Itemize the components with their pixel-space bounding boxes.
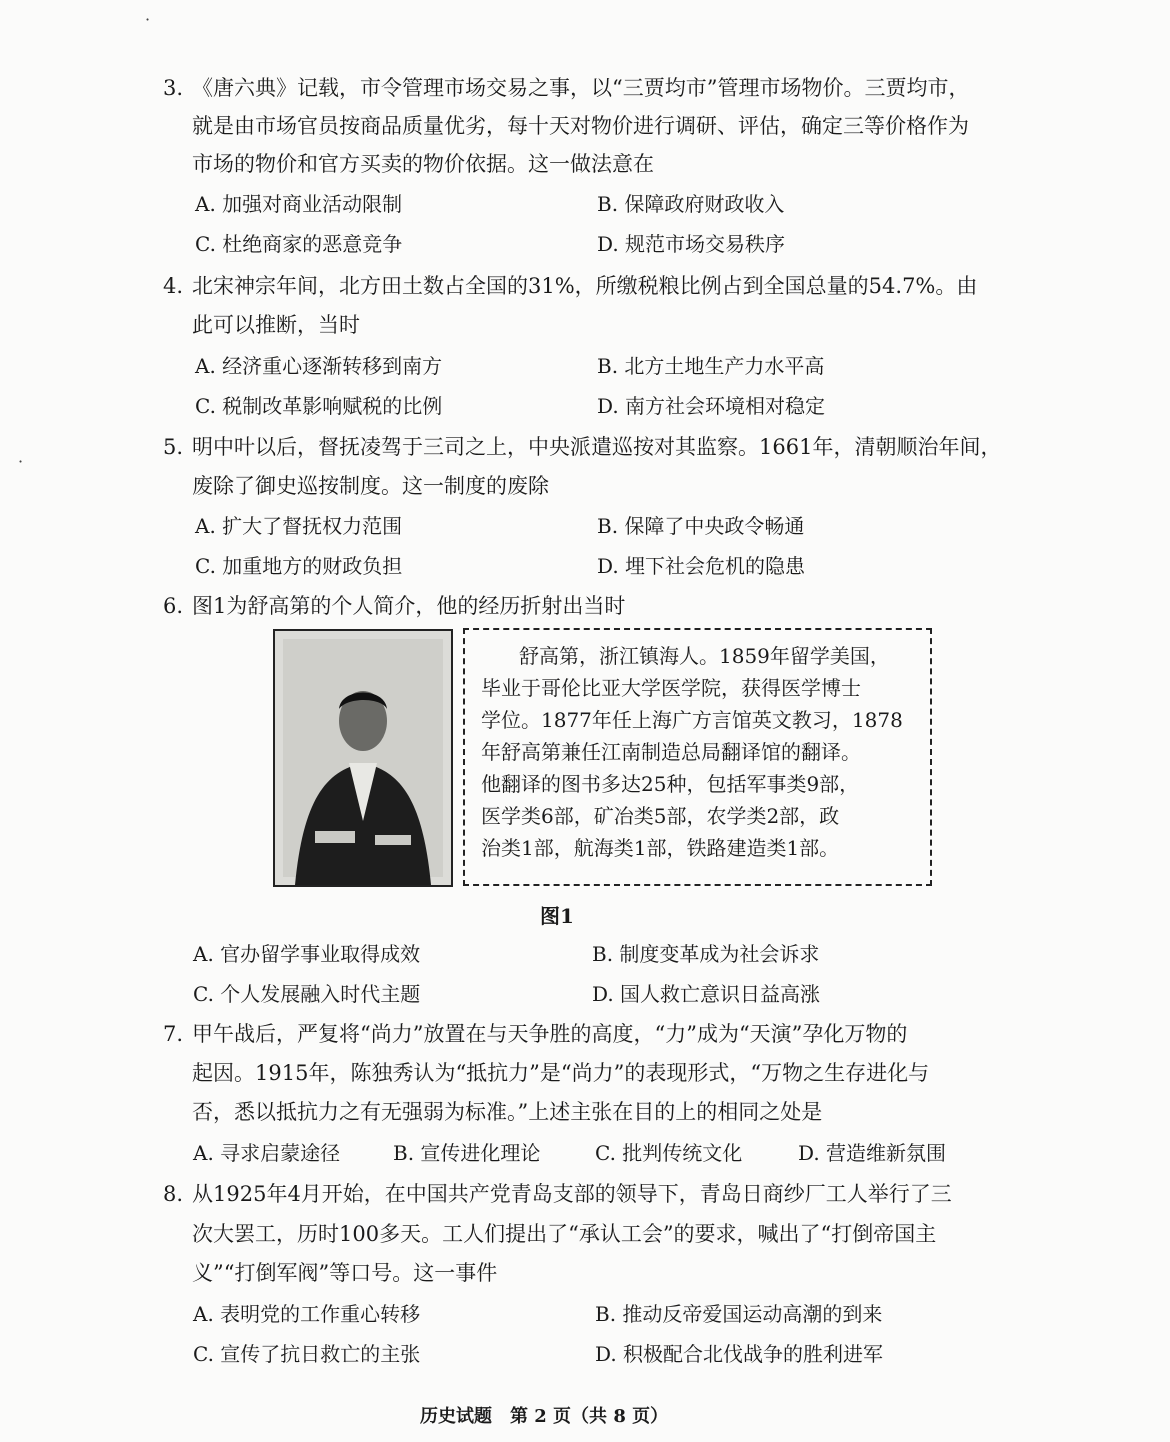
question-6-option-b[interactable]: B. 制度变革成为社会诉求: [592, 942, 820, 966]
question-5-option-d[interactable]: D. 埋下社会危机的隐患: [597, 554, 806, 578]
question-8-option-d[interactable]: D. 积极配合北伐战争的胜利进军: [595, 1342, 884, 1366]
biography-line-1: 舒高第，浙江镇海人。1859年留学美国，: [519, 644, 890, 668]
figure-caption: 图1: [540, 904, 574, 928]
question-8-option-a[interactable]: A. 表明党的工作重心转移: [193, 1302, 421, 1326]
question-4-option-c[interactable]: C. 税制改革影响赋税的比例: [195, 394, 443, 418]
question-3-option-a[interactable]: A. 加强对商业活动限制: [195, 192, 403, 216]
question-3-stem-line-3: 市场的物价和官方买卖的物价依据。这一做法意在: [192, 152, 654, 176]
biography-box: [463, 628, 932, 886]
biography-line-2: 毕业于哥伦比亚大学医学院，获得医学博士: [481, 676, 861, 700]
biography-line-3: 学位。1877年任上海广方言馆英文教习，1878: [481, 708, 903, 732]
question-4-number: 4.: [163, 274, 184, 298]
question-7-stem-line-1: 甲午战后，严复将“尚力”放置在与天争胜的高度，“力”成为“天演”孕化万物的: [192, 1022, 908, 1046]
biography-line-5: 他翻译的图书多达25种，包括军事类9部，: [481, 772, 860, 796]
question-5-stem-line-1: 明中叶以后，督抚凌驾于三司之上，中央派遣巡按对其监察。1661年，清朝顺治年间，: [192, 435, 1002, 459]
question-6-option-a[interactable]: A. 官办留学事业取得成效: [193, 942, 421, 966]
question-3-option-d[interactable]: D. 规范市场交易秩序: [597, 232, 786, 256]
biography-line-6: 医学类6部，矿冶类5部，农学类2部，政: [481, 804, 840, 828]
portrait-illustration: [275, 631, 451, 885]
question-7-option-d[interactable]: D. 营造维新氛围: [798, 1141, 947, 1165]
question-6-option-d[interactable]: D. 国人救亡意识日益高涨: [592, 982, 821, 1006]
question-7-option-c[interactable]: C. 批判传统文化: [595, 1141, 743, 1165]
question-4-option-b[interactable]: B. 北方土地生产力水平高: [597, 354, 825, 378]
biography-line-7: 治类1部，航海类1部，铁路建造类1部。: [481, 836, 840, 860]
question-8-option-c[interactable]: C. 宣传了抗日救亡的主张: [193, 1342, 421, 1366]
question-3-stem-line-2: 就是由市场官员按商品质量优劣，每十天对物价进行调研、评估，确定三等价格作为: [192, 114, 969, 138]
question-3-option-b[interactable]: B. 保障政府财政收入: [597, 192, 785, 216]
question-8-stem-line-2: 次大罢工，历时100多天。工人们提出了“承认工会”的要求，喊出了“打倒帝国主: [192, 1222, 937, 1246]
scan-speck: ·: [18, 452, 24, 471]
question-7-stem-line-3: 否，悉以抵抗力之有无强弱为标准。”上述主张在目的上的相同之处是: [192, 1100, 823, 1124]
biography-line-4: 年舒高第兼任江南制造总局翻译馆的翻译。: [481, 740, 861, 764]
question-3-number: 3.: [163, 76, 184, 100]
page-footer: 历史试题 第 2 页（共 8 页）: [420, 1406, 669, 1427]
question-8-stem-line-1: 从1925年4月开始，在中国共产党青岛支部的领导下，青岛日商纱厂工人举行了三: [192, 1182, 952, 1206]
question-5-option-c[interactable]: C. 加重地方的财政负担: [195, 554, 403, 578]
question-5-number: 5.: [163, 435, 184, 459]
question-8-option-b[interactable]: B. 推动反帝爱国运动高潮的到来: [595, 1302, 883, 1326]
question-7-stem-line-2: 起因。1915年，陈独秀认为“抵抗力”是“尚力”的表现形式，“万物之生存进化与: [192, 1061, 930, 1085]
question-5-stem-line-2: 废除了御史巡按制度。这一制度的废除: [192, 474, 549, 498]
question-8-number: 8.: [163, 1182, 184, 1206]
question-5-option-b[interactable]: B. 保障了中央政令畅通: [597, 514, 805, 538]
question-4-stem-line-1: 北宋神宗年间，北方田土数占全国的31%，所缴税粮比例占到全国总量的54.7%。由: [192, 274, 978, 298]
question-7-number: 7.: [163, 1022, 184, 1046]
question-7-option-b[interactable]: B. 宣传进化理论: [393, 1141, 541, 1165]
scan-speck: ·: [145, 10, 151, 29]
question-7-option-a[interactable]: A. 寻求启蒙途径: [193, 1141, 341, 1165]
question-8-stem-line-3: 义”“打倒军阀”等口号。这一事件: [192, 1261, 498, 1285]
question-4-option-d[interactable]: D. 南方社会环境相对稳定: [597, 394, 826, 418]
question-3-option-c[interactable]: C. 杜绝商家的恶意竞争: [195, 232, 403, 256]
portrait-photo: [273, 629, 453, 887]
question-6-number: 6.: [163, 594, 184, 618]
question-6-stem-line-1: 图1为舒高第的个人简介，他的经历折射出当时: [192, 594, 626, 618]
question-6-option-c[interactable]: C. 个人发展融入时代主题: [193, 982, 421, 1006]
question-5-option-a[interactable]: A. 扩大了督抚权力范围: [195, 514, 403, 538]
question-4-stem-line-2: 此可以推断，当时: [192, 313, 360, 337]
question-3-stem-line-1: 《唐六典》记载，市令管理市场交易之事，以“三贾均市”管理市场物价。三贾均市，: [192, 76, 970, 100]
question-4-option-a[interactable]: A. 经济重心逐渐转移到南方: [195, 354, 443, 378]
